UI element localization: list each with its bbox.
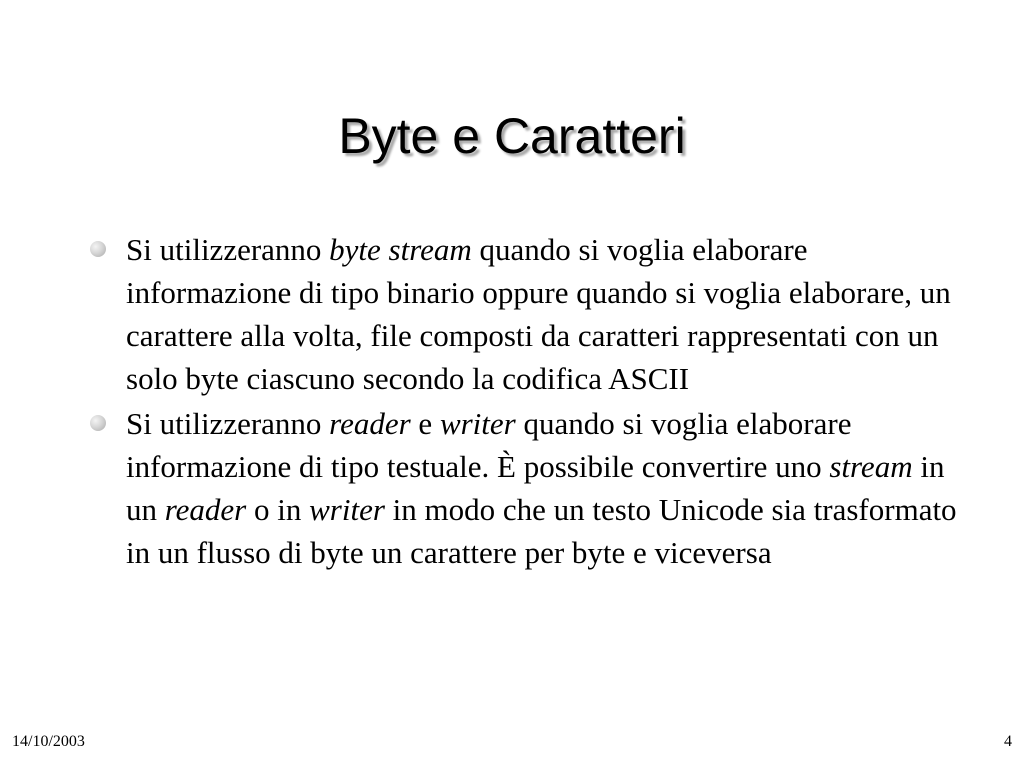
bullet-segment-italic: stream <box>829 449 913 484</box>
bullet-segment: quando si voglia elaborare informazione di tipo testuale. È possibile convertire uno <box>126 406 852 484</box>
bullet-segment-italic: byte stream <box>329 232 472 267</box>
bullet-segment-italic: reader <box>164 492 247 527</box>
bullet-segment: in un <box>126 449 945 527</box>
bullet-segment: in modo che un testo Unicode sia trasformato in un flusso di byte un carattere per byte e viceversa <box>126 492 957 570</box>
bullet-segment: Si utilizzeranno <box>126 406 330 441</box>
bullet-text <box>126 232 951 396</box>
bullet-segment-italic: writer <box>439 406 516 441</box>
page-number: 4 <box>1004 733 1012 750</box>
bullet-dot-icon <box>90 241 106 257</box>
footer-date: 14/10/2003 <box>12 733 85 750</box>
bullet-segment: Si utilizzeranno <box>126 232 330 267</box>
bullet-dot-icon <box>90 415 106 431</box>
bullet-segment: e <box>410 406 440 441</box>
slide-title: Byte e Caratteri <box>338 108 686 164</box>
bullet-text <box>126 406 957 570</box>
bullet-item <box>90 402 970 574</box>
bullet-segment-italic: reader <box>329 406 411 441</box>
bullet-item <box>90 228 970 400</box>
bullet-segment-italic: writer <box>309 492 385 527</box>
bullet-segment: quando si voglia elaborare informazione di tipo binario oppure quando si voglia elaborare, un carattere alla volta, file composti da caratteri rappresentati con un solo byte ciascuno secondo la codifica ASCII <box>126 232 951 396</box>
bullet-list <box>90 228 970 576</box>
bullet-segment: o in <box>246 492 310 527</box>
